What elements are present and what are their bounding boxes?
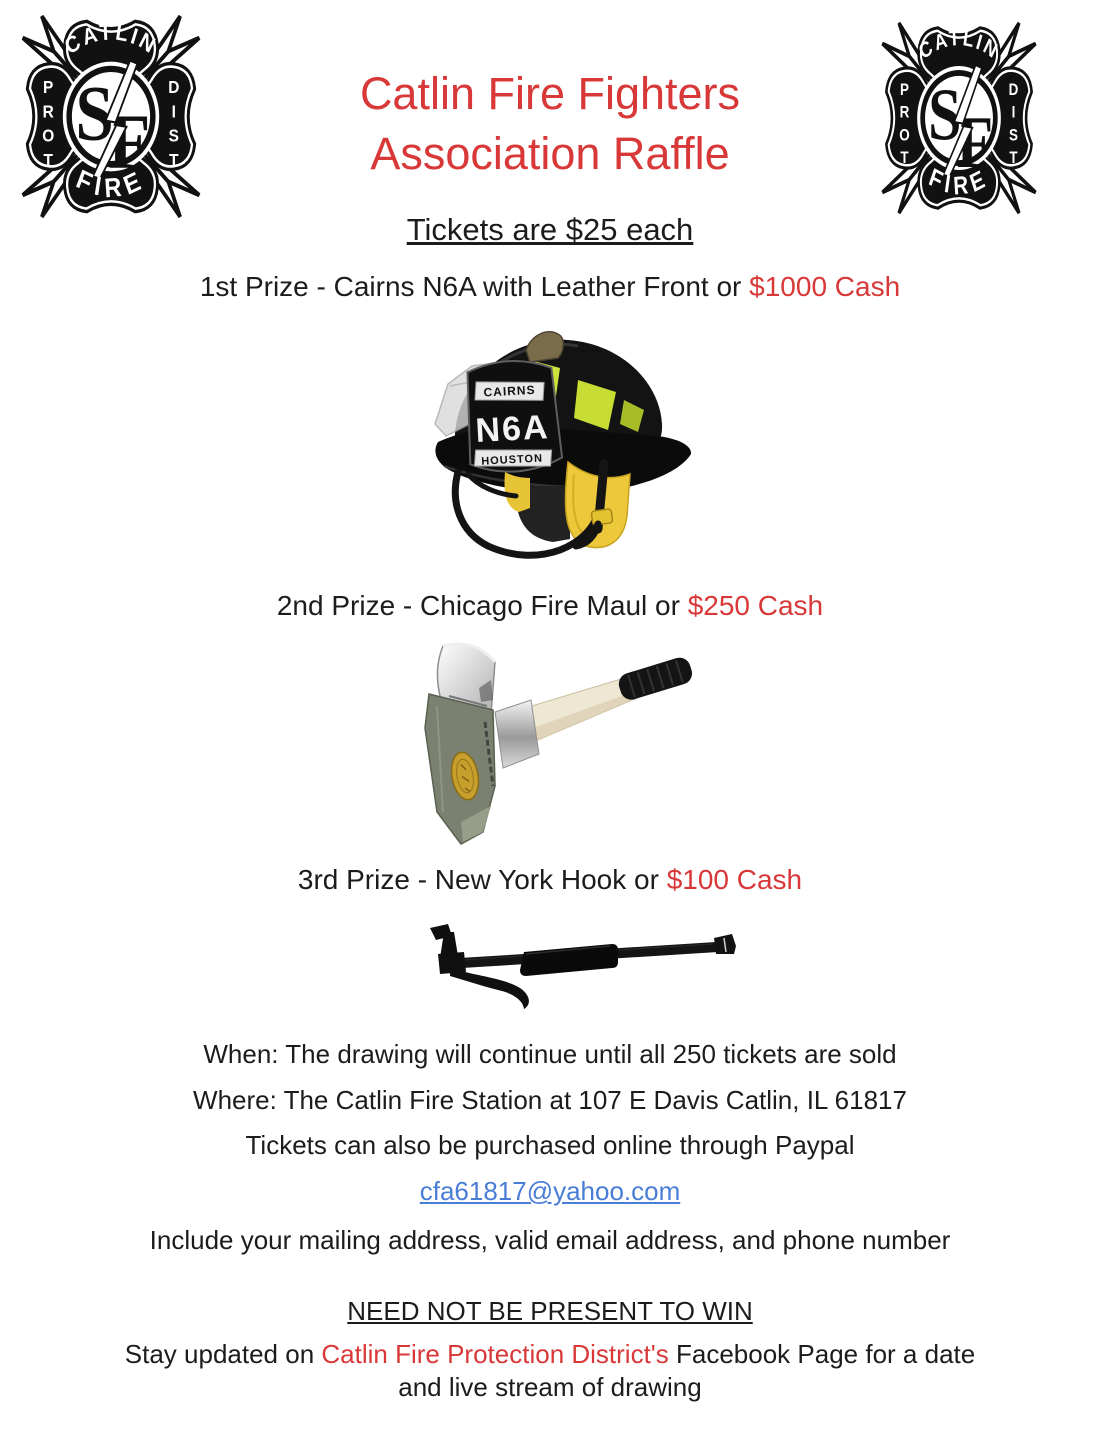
eagle-ornament-icon bbox=[526, 332, 563, 362]
prize-2-cash: $250 Cash bbox=[687, 590, 824, 621]
shield-city-text: HOUSTON bbox=[480, 452, 544, 468]
maul-grip bbox=[616, 655, 695, 702]
hook-grip bbox=[520, 944, 618, 976]
handle-collar bbox=[495, 700, 539, 768]
paypal-line: Tickets can also be purchased online through Paypal bbox=[245, 1130, 855, 1160]
new-york-hook-photo bbox=[372, 916, 740, 1022]
fire-maul-photo bbox=[383, 636, 721, 858]
shield-brand-text: CAIRNS bbox=[483, 382, 536, 400]
district-name: Catlin Fire Protection District's bbox=[321, 1339, 669, 1369]
live-stream-line: and live stream of drawing bbox=[398, 1372, 702, 1402]
email-link[interactable]: cfa61817@yahoo.com bbox=[419, 1176, 681, 1206]
stay-prefix: Stay updated on bbox=[124, 1339, 322, 1369]
prize-1-text: 1st Prize - Cairns N6A with Leather Front or bbox=[199, 271, 750, 302]
prize-2-text: 2nd Prize - Chicago Fire Maul or bbox=[276, 590, 688, 621]
when-line: When: The drawing will continue until all 250 tickets are sold bbox=[203, 1039, 897, 1069]
need-not-be-present-line: NEED NOT BE PRESENT TO WIN bbox=[347, 1296, 753, 1326]
include-line: Include your mailing address, valid email address, and phone number bbox=[149, 1225, 951, 1255]
prize-1-line bbox=[0, 271, 1100, 303]
title-line2: Association Raffle bbox=[370, 127, 730, 179]
title-line1: Catlin Fire Fighters bbox=[359, 68, 741, 119]
strap-buckle bbox=[591, 509, 613, 526]
where-line: Where: The Catlin Fire Station at 107 E Davis Catlin, IL 61817 bbox=[193, 1085, 907, 1115]
email-row bbox=[0, 1176, 1100, 1207]
helmet-front-shield bbox=[465, 359, 563, 474]
hook-claw bbox=[450, 968, 529, 1009]
prize-3-line bbox=[0, 864, 1100, 896]
shield-model-text: N6A bbox=[474, 408, 551, 450]
stay-updated-line bbox=[0, 1339, 1100, 1370]
stay-suffix: Facebook Page for a date bbox=[668, 1339, 976, 1369]
prize-3-text: 3rd Prize - New York Hook or bbox=[297, 864, 667, 895]
prize-3-cash: $100 Cash bbox=[666, 864, 803, 895]
ticket-price-line: Tickets are $25 each bbox=[406, 212, 694, 247]
fire-helmet-photo bbox=[408, 324, 698, 574]
page-title bbox=[0, 64, 1100, 184]
prize-1-cash: $1000 Cash bbox=[749, 271, 901, 302]
prize-2-line bbox=[0, 590, 1100, 622]
